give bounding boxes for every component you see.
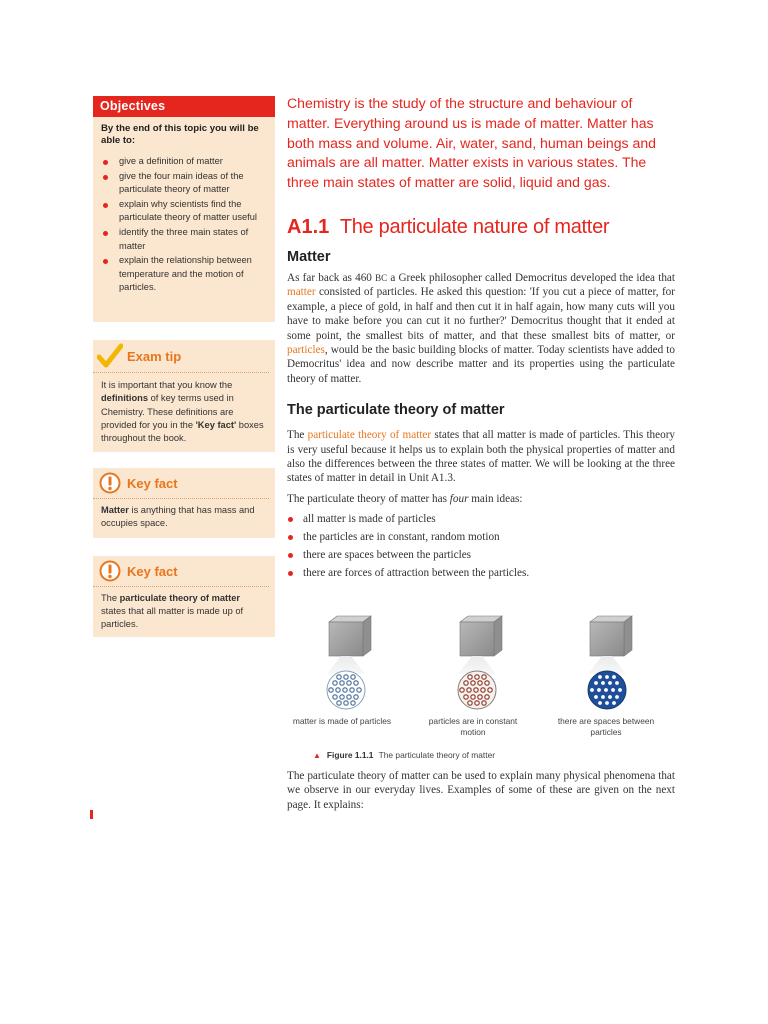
cube-sphere-2 (458, 616, 502, 709)
page-marker (90, 810, 93, 819)
section-title (287, 216, 675, 239)
triangle-icon: ▲ (313, 751, 321, 760)
emphasis: four (449, 492, 469, 505)
idea-item: the particles are in constant, random motion (287, 528, 675, 546)
objectives-intro: By the end of this topic you will be able to: (101, 123, 259, 146)
highlight-term: particulate theory of matter (307, 429, 432, 442)
text-run: , would be the basic building blocks of matter. Today scientists have added to Democritus' idea and now describe matter and its properties using the particulate theory of matter. (287, 344, 675, 385)
ideas-intro (287, 492, 675, 506)
figure-caption (313, 750, 495, 760)
intro-paragraph: Chemistry is the study of the structure and behaviour of matter. Everything around us is made of matter. Matter has both mass and volume. Air, water, sand, human beings and animals are all matter. Matter exists in various states. The three main states of matter are solid, liquid and gas. (287, 95, 657, 191)
text-run: a Greek philosopher called Democritus developed the idea that (390, 271, 676, 284)
exclamation-icon (99, 472, 121, 494)
text-run: The (287, 429, 305, 442)
figure-caption-text: The particulate theory of matter (378, 750, 496, 760)
cube-sphere-1 (327, 616, 371, 709)
closing-paragraph: The particulate theory of matter can be used to explain many physical phenomena that we observe in our everyday lives. Examples of some of these are given on the next page. It explains: (287, 770, 675, 811)
cube-sphere-3 (588, 616, 632, 709)
objective-item: explain why scientists find the particulate theory of matter useful (101, 198, 267, 225)
exam-tip-text-part: It is important that you know the (101, 380, 233, 390)
exam-tip-text-part: of key terms used in Chemistry. These definitions are provided for you in the (101, 393, 234, 430)
text-run: main ideas: (471, 492, 523, 505)
section-number: A1.1 (287, 215, 330, 238)
key-fact-title: Key fact (127, 475, 178, 491)
highlight-term: matter (287, 286, 316, 299)
text-run: The particulate theory of matter has (287, 492, 447, 505)
figure-label-2: particles are in constant motion (428, 716, 518, 737)
key-fact-lead: The (101, 593, 118, 603)
exam-tip-bold: definitions (101, 393, 148, 404)
objectives-box (93, 96, 275, 322)
key-fact-box-matter (93, 468, 275, 538)
key-fact-box-theory (93, 556, 275, 637)
exam-tip-box (93, 340, 275, 452)
exam-tip-bold: 'Key fact' (195, 419, 237, 430)
main-column (287, 94, 675, 582)
key-fact-text (93, 587, 275, 636)
idea-item: there are spaces between the particles (287, 546, 675, 564)
text-run: BC (375, 272, 388, 283)
key-fact-definition: states that all matter is made up of particles. (101, 606, 244, 629)
matter-heading: Matter (287, 248, 331, 265)
key-fact-definition: is anything that has mass and occupies space. (101, 505, 255, 528)
idea-item: all matter is made of particles (287, 510, 675, 528)
exam-tip-text-part: boxes throughout the book. (101, 419, 264, 444)
theory-heading: The particulate theory of matter (287, 402, 505, 419)
objectives-list (101, 155, 267, 295)
text-run: As far back as 460 (287, 271, 372, 284)
exclamation-icon (99, 560, 121, 582)
figure-label-3: there are spaces between particles (557, 716, 655, 737)
ideas-list (287, 510, 675, 582)
figure-label-1: matter is made of particles (292, 716, 392, 726)
text-run: states that all matter is made of particles. This theory is very useful because it helps us to explain both the physical properties of matter and also the differences between the three states of matter. We will be looking at the three states of matter in detail in Unit A1.3. (287, 429, 676, 485)
highlight-term: particles (287, 344, 325, 357)
key-fact-term: Matter (101, 505, 129, 515)
objective-item: identify the three main states of matter (101, 226, 267, 253)
key-fact-term: particulate theory of matter (119, 593, 240, 603)
figure-particulate-theory (287, 612, 675, 762)
objective-item: give a definition of matter (101, 155, 267, 169)
figure-illustration (287, 612, 675, 716)
exam-tip-title: Exam tip (127, 348, 182, 364)
key-fact-title: Key fact (127, 563, 178, 579)
objective-item: explain the relationship between temperature and the motion of particles. (101, 254, 267, 295)
objectives-heading: Objectives (93, 96, 275, 117)
checkmark-icon (97, 343, 123, 369)
matter-paragraph (287, 271, 675, 386)
key-fact-header (93, 556, 269, 587)
idea-item: there are forces of attraction between the particles. (287, 564, 675, 582)
text-run: consisted of particles. He asked this question: 'If you cut a piece of matter, for example, a piece of gold, in half and then cut it in half again, how many cuts will you have to make before you can cut it no further?' Democritus thought that it ended at some point, the smallest bits of matter, and that these smallest bits of matter, or (287, 286, 675, 342)
exam-tip-header (93, 340, 269, 373)
exam-tip-text (93, 373, 275, 451)
key-fact-text (93, 499, 275, 535)
objectives-body (93, 117, 275, 322)
theory-paragraph (287, 428, 675, 486)
objective-item: give the four main ideas of the particulate theory of matter (101, 170, 267, 197)
section-title-text: The particulate nature of matter (339, 215, 610, 238)
figure-number: Figure 1.1.1 (326, 750, 374, 760)
key-fact-header (93, 468, 269, 499)
